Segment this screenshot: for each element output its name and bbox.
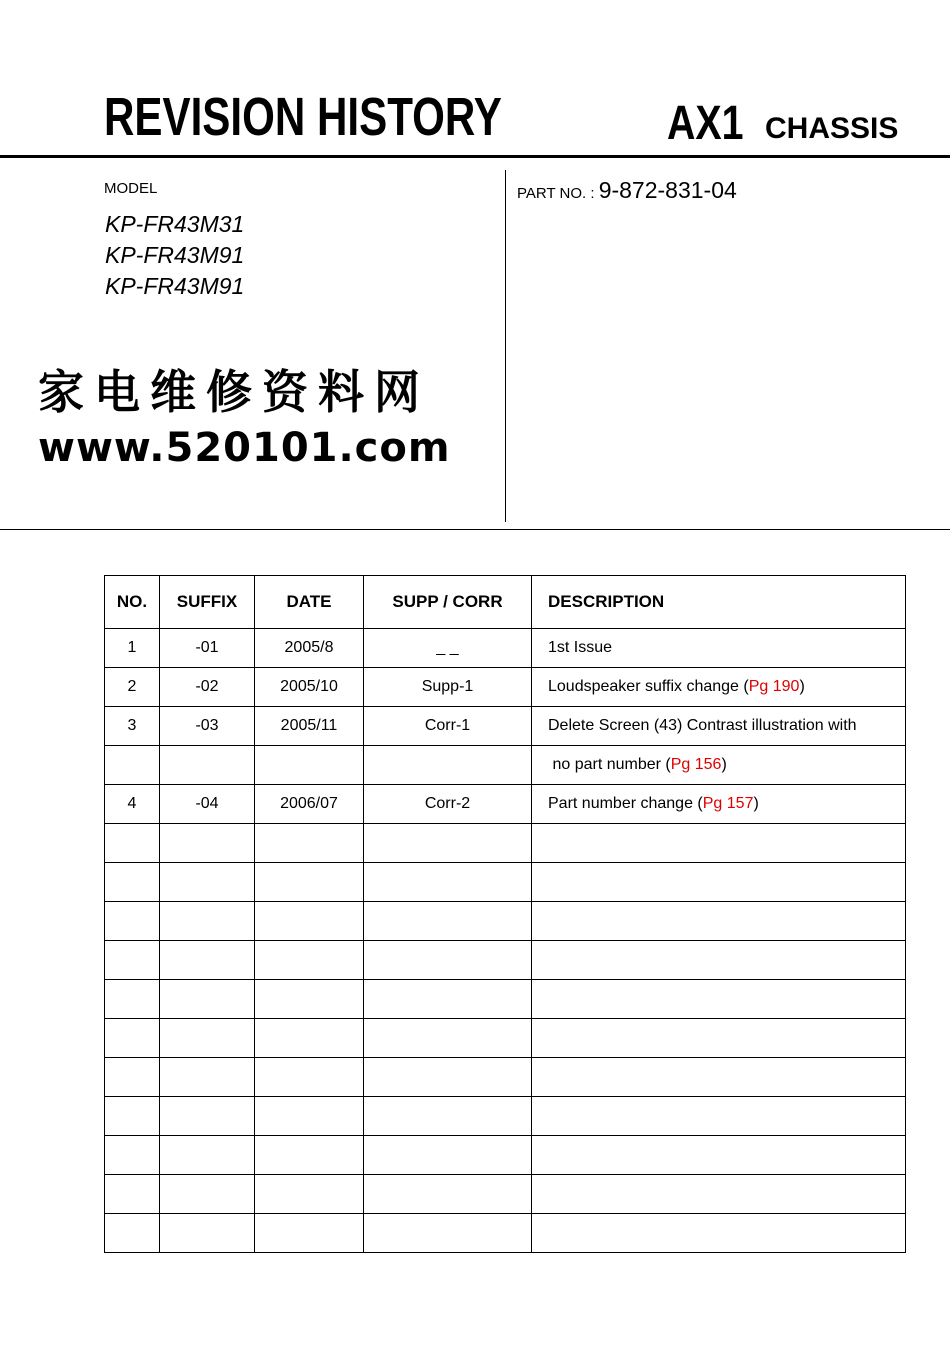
cell-description <box>532 1097 906 1136</box>
cell-no <box>105 980 160 1019</box>
table-row <box>105 707 906 746</box>
chassis-word: CHASSIS <box>765 112 899 145</box>
cell-no <box>105 824 160 863</box>
cell-supp-corr: Corr-2 <box>364 785 532 824</box>
cell-supp-corr <box>364 980 532 1019</box>
table-row <box>105 1175 906 1214</box>
cell-supp-corr <box>364 1214 532 1253</box>
cell-suffix: -03 <box>160 707 255 746</box>
model-item: KP-FR43M31 <box>105 211 245 237</box>
cell-date: 2006/07 <box>255 785 364 824</box>
description-text-end: ) <box>753 795 759 812</box>
cell-supp-corr: Corr-1 <box>364 707 532 746</box>
cell-suffix <box>160 1058 255 1097</box>
top-rule <box>0 155 950 158</box>
cell-suffix <box>160 863 255 902</box>
description-text-end: ) <box>799 678 805 695</box>
cell-date <box>255 902 364 941</box>
table-row <box>105 668 906 707</box>
table-row <box>105 629 906 668</box>
model-list <box>105 209 244 302</box>
page-reference: Pg 190 <box>748 678 800 695</box>
description-text: 1st Issue <box>548 639 613 656</box>
cell-supp-corr <box>364 1097 532 1136</box>
cell-no <box>105 1097 160 1136</box>
revision-table <box>104 575 906 1253</box>
cell-suffix: -04 <box>160 785 255 824</box>
cell-description <box>532 629 906 668</box>
cell-date <box>255 1214 364 1253</box>
cell-supp-corr <box>364 824 532 863</box>
cell-supp-corr <box>364 1136 532 1175</box>
cell-description <box>532 1058 906 1097</box>
part-number-value: 9-872-831-04 <box>598 177 737 203</box>
cell-description <box>532 980 906 1019</box>
cell-supp-corr <box>364 746 532 785</box>
description-text: Loudspeaker suffix change ( <box>548 678 749 695</box>
cell-suffix <box>160 1097 255 1136</box>
cell-suffix <box>160 1136 255 1175</box>
vertical-divider <box>505 170 506 522</box>
cell-supp-corr: _ _ <box>364 629 532 668</box>
table-row <box>105 863 906 902</box>
cell-no: 1 <box>105 629 160 668</box>
cell-description <box>532 902 906 941</box>
cell-suffix <box>160 980 255 1019</box>
cell-description <box>532 668 906 707</box>
cell-date <box>255 980 364 1019</box>
chassis-heading <box>667 97 899 150</box>
cell-suffix <box>160 824 255 863</box>
cell-suffix <box>160 746 255 785</box>
cell-date <box>255 863 364 902</box>
cell-description <box>532 1175 906 1214</box>
column-header-description: DESCRIPTION <box>532 576 906 629</box>
cell-date <box>255 1019 364 1058</box>
watermark-chinese-text: 家电维修资料网 <box>38 365 430 419</box>
cell-date <box>255 1058 364 1097</box>
cell-suffix: -02 <box>160 668 255 707</box>
cell-date <box>255 1136 364 1175</box>
column-header-date: DATE <box>255 576 364 629</box>
cell-description <box>532 863 906 902</box>
column-header-no: NO. <box>105 576 160 629</box>
table-row <box>105 902 906 941</box>
table-row <box>105 785 906 824</box>
cell-description <box>532 707 906 746</box>
cell-description <box>532 824 906 863</box>
cell-supp-corr: Supp-1 <box>364 668 532 707</box>
section-rule <box>0 529 950 530</box>
cell-date <box>255 746 364 785</box>
table-row <box>105 1058 906 1097</box>
table-row <box>105 1214 906 1253</box>
cell-suffix: -01 <box>160 629 255 668</box>
table-header-row <box>105 576 906 629</box>
table-row <box>105 980 906 1019</box>
part-number <box>517 177 737 204</box>
cell-no <box>105 1136 160 1175</box>
cell-no <box>105 1175 160 1214</box>
description-text: no part number ( <box>548 756 671 773</box>
chassis-code: AX1 <box>667 97 744 150</box>
description-text: Delete Screen (43) Contrast illustration with <box>548 717 857 734</box>
cell-description <box>532 1214 906 1253</box>
cell-description <box>532 785 906 824</box>
model-item: KP-FR43M91 <box>105 242 245 268</box>
cell-description <box>532 1136 906 1175</box>
cell-date <box>255 1097 364 1136</box>
cell-suffix <box>160 902 255 941</box>
cell-supp-corr <box>364 1019 532 1058</box>
cell-no <box>105 902 160 941</box>
table-row <box>105 941 906 980</box>
cell-supp-corr <box>364 902 532 941</box>
cell-no <box>105 1214 160 1253</box>
table-row <box>105 1136 906 1175</box>
cell-date: 2005/11 <box>255 707 364 746</box>
cell-no: 2 <box>105 668 160 707</box>
part-number-label: PART NO. : <box>517 185 599 202</box>
cell-no <box>105 1019 160 1058</box>
cell-description <box>532 1019 906 1058</box>
page-title: REVISION HISTORY <box>104 87 502 147</box>
table-row <box>105 746 906 785</box>
cell-no <box>105 746 160 785</box>
cell-description <box>532 746 906 785</box>
page-reference: Pg 156 <box>670 756 722 773</box>
cell-supp-corr <box>364 1058 532 1097</box>
cell-suffix <box>160 1019 255 1058</box>
cell-suffix <box>160 941 255 980</box>
cell-date <box>255 941 364 980</box>
column-header-suffix: SUFFIX <box>160 576 255 629</box>
model-label: MODEL <box>104 180 158 197</box>
table-row <box>105 1097 906 1136</box>
cell-no: 3 <box>105 707 160 746</box>
cell-no: 4 <box>105 785 160 824</box>
cell-date <box>255 824 364 863</box>
description-text-end: ) <box>721 756 727 773</box>
cell-no <box>105 863 160 902</box>
cell-supp-corr <box>364 941 532 980</box>
cell-suffix <box>160 1175 255 1214</box>
page-reference: Pg 157 <box>702 795 754 812</box>
cell-suffix <box>160 1214 255 1253</box>
watermark <box>38 362 451 474</box>
cell-supp-corr <box>364 1175 532 1214</box>
column-header-supp-corr: SUPP / CORR <box>364 576 532 629</box>
table-row <box>105 824 906 863</box>
cell-date: 2005/10 <box>255 668 364 707</box>
model-item: KP-FR43M91 <box>105 273 245 299</box>
table-row <box>105 1019 906 1058</box>
cell-no <box>105 941 160 980</box>
cell-date: 2005/8 <box>255 629 364 668</box>
description-text: Part number change ( <box>548 795 703 812</box>
cell-supp-corr <box>364 863 532 902</box>
cell-no <box>105 1058 160 1097</box>
cell-description <box>532 941 906 980</box>
cell-date <box>255 1175 364 1214</box>
watermark-url: www.520101.com <box>38 425 451 471</box>
